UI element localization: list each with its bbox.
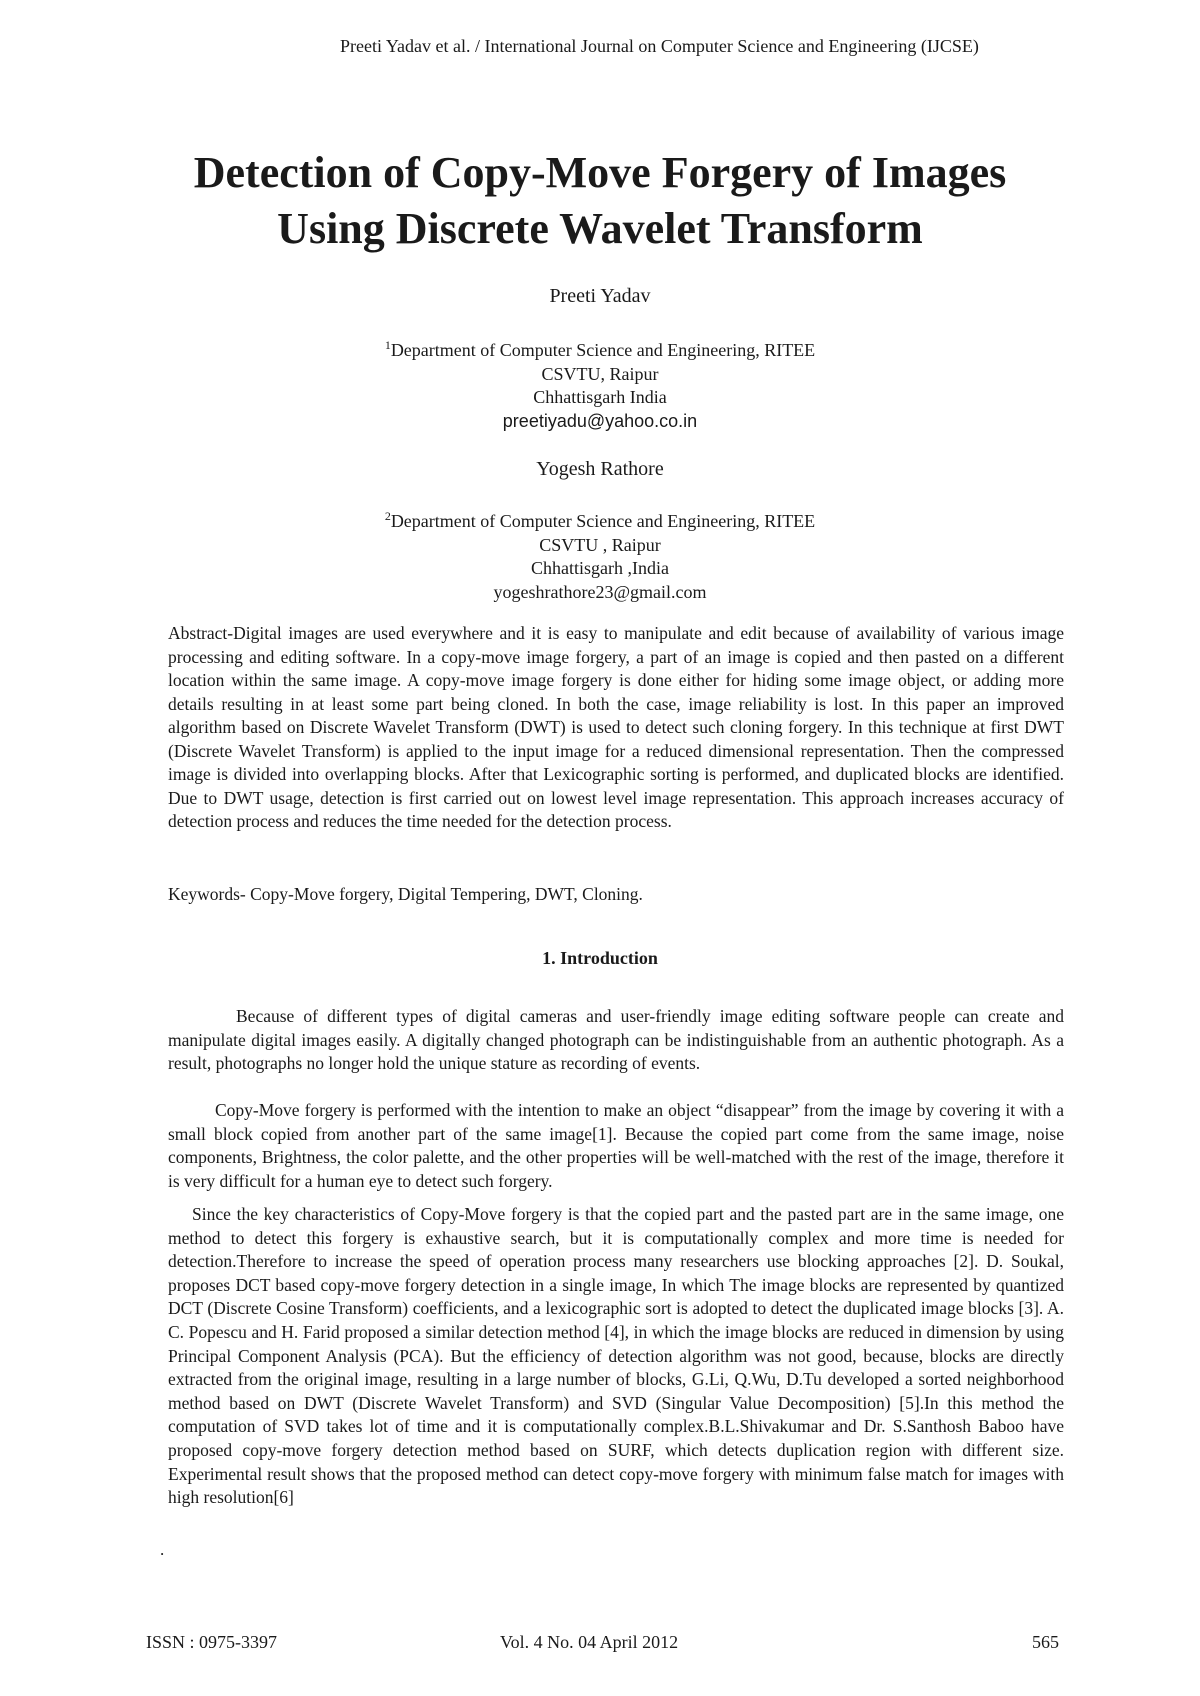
- affiliation-location: Chhattisgarh ,India: [531, 558, 669, 578]
- abstract-text: Abstract-Digital images are used everywhere and it is easy to manipulate and edit because of availability of various image processing and editing software. In a copy-move image forgery, a part of an image is copied and then pasted on a different location within the same image. A copy-move image forgery is done either for hiding some image object, or adding more details resulting in at least some part being cloned. In both the case, image reliability is lost. In this paper an improved algorithm based on Discrete Wavelet Transform (DWT) is used to detect such cloning forgery. In this technique at first DWT (Discrete Wavelet Transform) is applied to the input image for a reduced dimensional representation. Then the compressed image is divided into overlapping blocks. After that Lexicographic sorting is performed, and duplicated blocks are identified. Due to DWT usage, detection is first carried out on lowest level image representation. This approach increases accuracy of detection process and reduces the time needed for the detection process.: [168, 623, 1064, 831]
- footer-page-number: 565: [1032, 1632, 1059, 1652]
- intro-paragraph-3: Since the key characteristics of Copy-Move forgery is that the copied part and the pasted part are in the same image, one method to detect this forgery is exhaustive search, but it is computationally complex and more time is needed for detection.Therefore to increase the speed of operation process many researchers use blocking approaches [2]. D. Soukal, proposes DCT based copy-move forgery detection in a single image, In which The image blocks are represented by quantized DCT (Discrete Cosine Transform) coefficients, and a lexicographic sort is adopted to detect the duplicated image blocks [3]. A. C. Popescu and H. Farid proposed a similar detection method [4], in which the image blocks are reduced in dimension by using Principal Component Analysis (PCA). But the efficiency of detection algorithm was not good, because, blocks are directly extracted from the original image, resulting in a large number of blocks, G.Li, Q.Wu, D.Tu developed a sorted neighborhood method based on DWT (Discrete Wavelet Transform) and SVD (Singular Value Decomposition) [5].In this method the computation of SVD takes lot of time and it is computationally complex.B.L.Shivakumar and Dr. S.Santhosh Baboo have proposed copy-move forgery detection method based on SURF, which detects duplication region with different size. Experimental result shows that the proposed method can detect copy-move forgery with minimum false match for images with high resolution[6]: [168, 1204, 1064, 1508]
- affiliation-block-2: [0, 505, 1200, 604]
- title-line-2: Using Discrete Wavelet Transform: [277, 204, 923, 253]
- trailing-mark: .: [160, 1540, 165, 1559]
- section-heading-introduction: 1. Introduction: [542, 948, 658, 968]
- author-name-1: Preeti Yadav: [549, 285, 651, 307]
- footer-issn: ISSN : 0975-3397: [146, 1632, 278, 1652]
- intro-paragraph-2: Copy-Move forgery is performed with the intention to make an object “disappear” from the image by covering it with a small block copied from another part of the same image[1]. Because the copied part come from the same image, noise components, Brightness, the color palette, and the other properties will be well-matched with the rest of the image, therefore it is very difficult for a human eye to detect such forgery.: [168, 1100, 1064, 1191]
- affiliation-marker: 2: [384, 509, 391, 523]
- author-name-2: Yogesh Rathore: [536, 458, 664, 480]
- intro-paragraph-1: Because of different types of digital cameras and user-friendly image editing software people can create and manipulate digital images easily. A digitally changed photograph can be indistinguishable from an authentic photograph. As a result, photographs no longer hold the unique stature as recording of events.: [168, 1006, 1064, 1074]
- title-line-1: Detection of Copy-Move Forgery of Images: [193, 148, 1007, 197]
- author-email-2[interactable]: yogeshrathore23@gmail.com: [493, 581, 707, 602]
- affiliation-line: [0, 334, 1200, 363]
- affiliation-block-1: [0, 334, 1200, 433]
- affiliation-department: Department of Computer Science and Engineering, RITEE: [390, 511, 816, 531]
- author-email-1[interactable]: preetiyadu@yahoo.co.in: [502, 410, 698, 431]
- affiliation-location: Chhattisgarh India: [533, 387, 667, 407]
- running-header: Preeti Yadav et al. / International Journal on Computer Science and Engineering (IJCSE): [340, 36, 979, 56]
- keywords-line: Keywords- Copy-Move forgery, Digital Tempering, DWT, Cloning.: [168, 884, 643, 904]
- footer-volume: Vol. 4 No. 04 April 2012: [500, 1632, 679, 1652]
- affiliation-department: Department of Computer Science and Engineering, RITEE: [390, 340, 816, 360]
- affiliation-university: CSVTU , Raipur: [539, 534, 661, 555]
- affiliation-university: CSVTU, Raipur: [541, 363, 659, 384]
- affiliation-marker: 1: [384, 338, 391, 352]
- affiliation-line: [0, 505, 1200, 534]
- paper-title: [100, 145, 1100, 257]
